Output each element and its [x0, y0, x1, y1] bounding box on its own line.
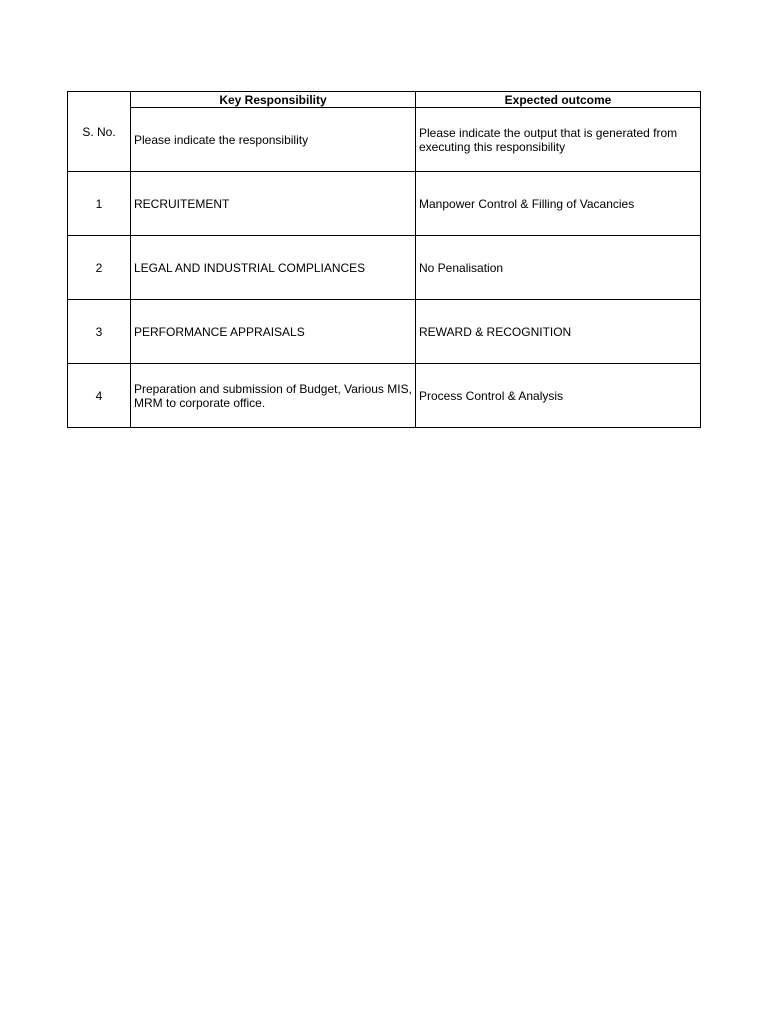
row-outcome: REWARD & RECOGNITION — [416, 300, 701, 364]
outcome-instruction: Please indicate the output that is generated from executing this responsibility — [416, 108, 701, 172]
table-row — [68, 236, 701, 300]
responsibility-instruction: Please indicate the responsibility — [131, 108, 416, 172]
table-row — [68, 172, 701, 236]
row-serial: 2 — [68, 236, 131, 300]
expected-outcome-header: Expected outcome — [416, 92, 701, 108]
table-row — [68, 364, 701, 428]
row-responsibility: PERFORMANCE APPRAISALS — [131, 300, 416, 364]
row-outcome: No Penalisation — [416, 236, 701, 300]
row-outcome: Manpower Control & Filling of Vacancies — [416, 172, 701, 236]
row-outcome: Process Control & Analysis — [416, 364, 701, 428]
key-responsibility-header: Key Responsibility — [131, 92, 416, 108]
row-serial: 1 — [68, 172, 131, 236]
row-responsibility: Preparation and submission of Budget, Various MIS, MRM to corporate office. — [131, 364, 416, 428]
key-responsibility-table — [67, 91, 701, 428]
serial-number-header: S. No. — [68, 92, 131, 172]
row-serial: 4 — [68, 364, 131, 428]
header-row — [68, 92, 701, 108]
row-responsibility: RECRUITEMENT — [131, 172, 416, 236]
row-serial: 3 — [68, 300, 131, 364]
row-responsibility: LEGAL AND INDUSTRIAL COMPLIANCES — [131, 236, 416, 300]
table-row — [68, 300, 701, 364]
instruction-row — [68, 108, 701, 172]
responsibility-sheet — [67, 91, 700, 428]
